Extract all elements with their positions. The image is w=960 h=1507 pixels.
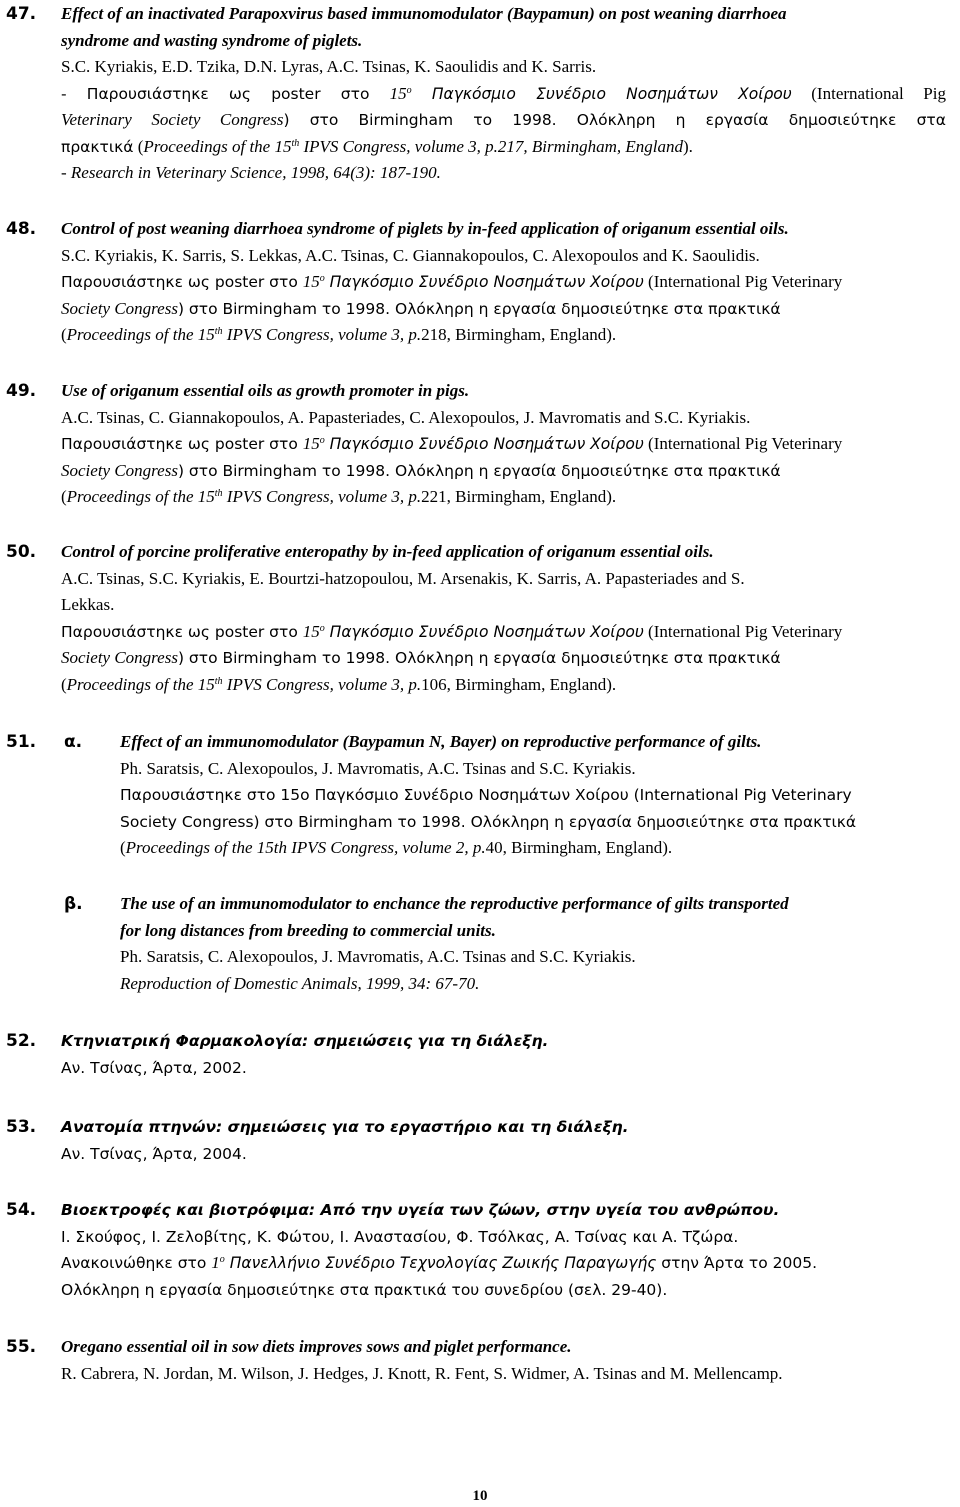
entry-title: The use of an immunomodulator to enchance the reproductive performance of gilts transported [120,894,789,913]
presentation-line-2: Society Congress) στο Birmingham το 1998. Ολόκληρη η εργασία δημοσιεύτηκε στα πρακτικά [61,460,781,480]
entry-title-continued: syndrome and wasting syndrome of piglets. [61,30,363,50]
entry-authors: S.C. Kyriakis, K. Sarris, S. Lekkas, A.C. Tsinas, C. Giannakopoulos, C. Alexopoulos and K. Saoulidis. [61,245,760,265]
sub-entry-a [120,729,946,862]
entry-number: 49. [6,381,37,401]
presentation-line-2: Veterinary Society Congress) στο Birmingham το 1998. Ολόκληρη η εργασία δημοσιεύτηκε στα [61,110,946,129]
entry-authors: R. Cabrera, N. Jordan, M. Wilson, J. Hedges, J. Knott, R. Fent, S. Widmer, A. Tsinas and M. Mellencamp. [61,1363,783,1383]
presentation-line-3: (Proceedings of the 15th IPVS Congress, volume 3, p.218, Birmingham, England). [61,325,617,344]
entry-title: Ανατομία πτηνών: σημειώσεις για το εργαστήριο και τη διάλεξη. [61,1118,629,1136]
entry-title-continued: for long distances from breeding to commercial units. [120,920,496,940]
entry-number: 52. [6,1031,37,1051]
entry-authors: Αν. Τσίνας, Άρτα, 2002. [61,1058,247,1077]
entry-body [61,1197,946,1303]
presentation-line-1: - Παρουσιάστηκε ως poster στο $15^o$ Παγκόσμιο Συνέδριο Νοσημάτων Χοίρου (International Pig [61,83,946,103]
entry-number: 48. [6,219,37,239]
presentation-line-3: πρακτικά (Proceedings of the 15th IPVS Congress, volume 3, p.217, Birmingham, England). [61,136,693,156]
presentation-line-1: Παρουσιάστηκε ως poster στο $15^o$ Παγκόσμιο Συνέδριο Νοσημάτων Χοίρου (International Pig Veterinary [61,621,843,641]
entry-body [61,216,946,349]
entry-body [61,1028,946,1081]
presentation-line-1: Παρουσιάστηκε ως poster στο $15^o$ Παγκόσμιο Συνέδριο Νοσημάτων Χοίρου (International Pig Veterinary [61,272,843,291]
journal-reference: - Research in Veterinary Science, 1998, 64(3): 187-190. [61,163,441,182]
presentation-line-1: Παρουσιάστηκε ως poster στο $15^o$ Παγκόσμιο Συνέδριο Νοσημάτων Χοίρου (International Pig Veterinary [61,434,843,453]
entry-authors-continued: Lekkas. [61,595,115,614]
entry-title: Control of porcine proliferative enteropathy by in-feed application of origanum essential oils. [61,542,714,561]
presentation-line-1: Ανακοινώθηκε στο $1^o$ Πανελλήνιο Συνέδριο Τεχνολογίας Ζωικής Παραγωγής στην Άρτα το 2005. [61,1253,818,1272]
entry-authors: Αν. Τσίνας, Άρτα, 2004. [61,1144,247,1163]
entry-title: Use of origanum essential oils as growth promoter in pigs. [61,381,470,400]
entry-body [61,378,946,511]
entry-title: Effect of an inactivated Parapoxvirus based immunomodulator (Baypamun) on post weaning diarrhoea [61,4,787,23]
presentation-line-3: (Proceedings of the 15th IPVS Congress, volume 3, p.221, Birmingham, England). [61,487,617,506]
entry-authors: Ph. Saratsis, C. Alexopoulos, J. Mavromatis, A.C. Tsinas and S.C. Kyriakis. [120,947,636,966]
entry-title: Βιοεκτροφές και βιοτρόφιμα: Από την υγεία των ζώων, στην υγεία του ανθρώπου. [61,1201,780,1219]
entry-title: Oregano essential oil in sow diets improves sows and piglet performance. [61,1337,572,1356]
presentation-line-3: (Proceedings of the 15th IPVS Congress, volume 2, p.40, Birmingham, England). [120,838,673,857]
presentation-line-1: Παρουσιάστηκε στο 15ο Παγκόσμιο Συνέδριο Νοσημάτων Χοίρου (International Pig Veterinary [120,786,852,804]
presentation-line-3: (Proceedings of the 15th IPVS Congress, volume 3, p.106, Birmingham, England). [61,674,617,694]
entry-authors: Ph. Saratsis, C. Alexopoulos, J. Mavromatis, A.C. Tsinas and S.C. Kyriakis. [120,758,636,778]
entry-authors: Ι. Σκούφος, Ι. Ζελοβίτης, Κ. Φώτου, Ι. Αναστασίου, Φ. Τσόλκας, Α. Τσίνας και Α. Τζώρα. [61,1227,739,1246]
entry-title: Effect of an immunomodulator (Baypamun N, Bayer) on reproductive performance of gilts. [120,732,762,751]
entry-body [61,1114,946,1167]
entry-body [61,1334,946,1387]
presentation-line-2: Ολόκληρη η εργασία δημοσιεύτηκε στα πρακτικά του συνεδρίου (σελ. 29-40). [61,1280,668,1299]
entry-number: 54. [6,1200,37,1220]
journal-reference: Reproduction of Domestic Animals, 1999, 34: 67-70. [120,973,480,993]
entry-body [61,539,946,698]
presentation-line-2: Society Congress) στο Birmingham το 1998. Ολόκληρη η εργασία δημοσιεύτηκε στα πρακτικά [61,298,781,318]
entry-number: 55. [6,1337,37,1357]
sub-entry-label-b: β. [64,894,83,914]
presentation-line-2: Society Congress) στο Birmingham το 1998. Ολόκληρη η εργασία δημοσιεύτηκε στα πρακτικά [61,648,781,667]
entry-body [61,1,946,187]
entry-authors: A.C. Tsinas, S.C. Kyriakis, E. Bourtzi-hatzopoulou, M. Arsenakis, K. Sarris, A. Papasteriades and S. [61,568,745,588]
entry-number: 51. [6,732,37,752]
sub-entry-b [120,891,946,997]
presentation-line-2: Society Congress) στο Birmingham το 1998. Ολόκληρη η εργασία δημοσιεύτηκε στα πρακτικά [120,812,857,831]
entry-title: Κτηνιατρική Φαρμακολογία: σημειώσεις για τη διάλεξη. [61,1032,549,1050]
entry-authors: A.C. Tsinas, C. Giannakopoulos, A. Papasteriades, C. Alexopoulos, J. Mavromatis and S.C. Kyriakis. [61,407,751,427]
page-number: 10 [472,1488,488,1504]
entry-number: 50. [6,542,37,562]
sub-entry-label-a: α. [64,732,83,752]
entry-number: 53. [6,1117,37,1137]
entry-authors: S.C. Kyriakis, E.D. Tzika, D.N. Lyras, A.C. Tsinas, K. Saoulidis and K. Sarris. [61,57,597,76]
entry-title: Control of post weaning diarrhoea syndrome of piglets by in-feed application of origanum essential oils. [61,219,789,238]
entry-number: 47. [6,4,37,24]
